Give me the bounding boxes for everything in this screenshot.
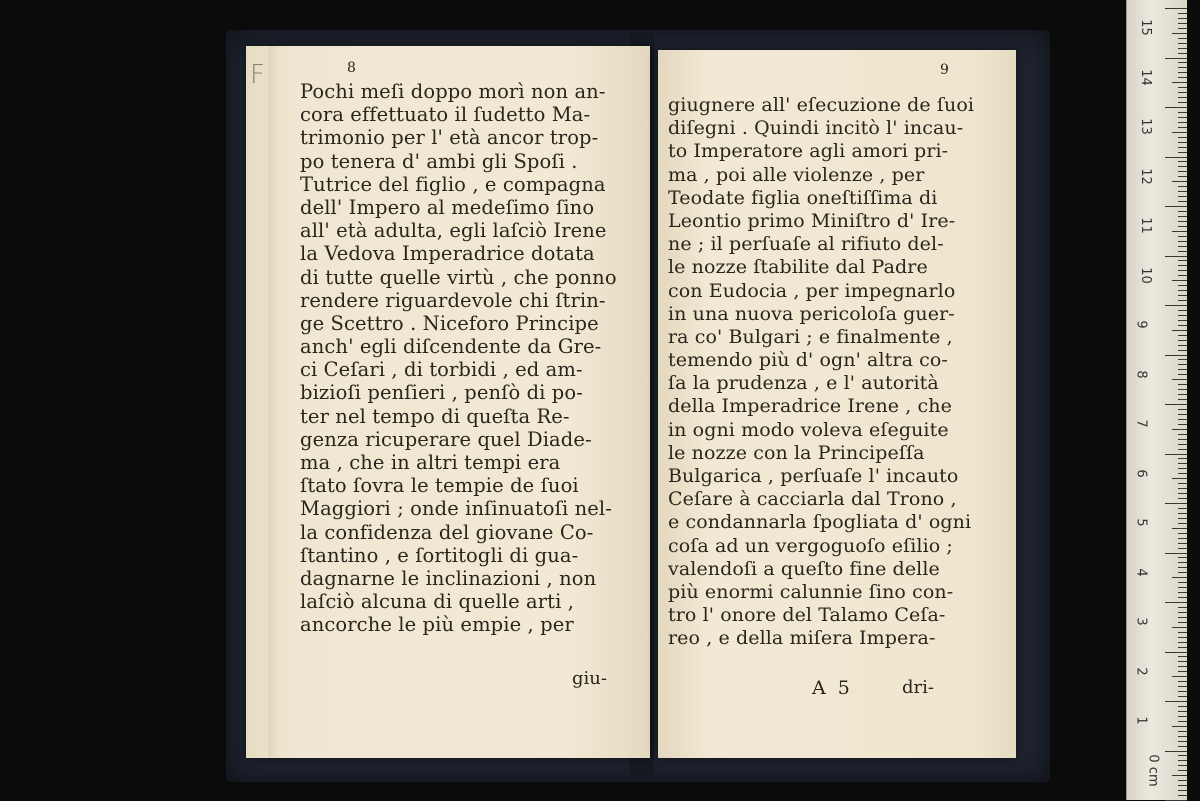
ruler-tick: [1178, 746, 1187, 747]
ruler-tick: [1178, 399, 1187, 400]
ruler-tick: [1178, 736, 1187, 737]
ruler-tick: [1178, 241, 1187, 242]
ruler-tick: [1178, 260, 1187, 261]
ruler-tick: [1178, 345, 1187, 346]
ruler-tick: [1178, 696, 1187, 697]
ruler-tick: [1178, 161, 1187, 162]
ruler-tick: [1178, 310, 1187, 311]
ruler-tick: [1178, 567, 1187, 568]
ruler-tick: [1178, 315, 1187, 316]
text-line: valendoſi a queſto fine delle: [668, 557, 940, 580]
text-line: ſa la prudenza , e l' autorità: [668, 372, 939, 395]
ruler-tick: [1178, 617, 1187, 618]
ruler-tick: [1178, 97, 1187, 98]
ruler-tick: [1178, 374, 1187, 375]
ruler-tick: [1178, 72, 1187, 73]
ruler-tick: [1178, 409, 1187, 410]
ruler-tick: [1178, 785, 1187, 786]
right-page-text: [668, 94, 974, 651]
text-line: di tutte quelle virtù , che ponno: [300, 265, 617, 289]
ruler-tick: [1172, 627, 1187, 628]
ruler-tick: [1178, 488, 1187, 489]
ruler-tick: [1178, 721, 1187, 722]
ruler-tick: [1178, 755, 1187, 756]
text-line: dell' Impero al medeſimo ſino: [300, 195, 595, 219]
ruler-tick: [1178, 226, 1187, 227]
text-line: Maggiori ; onde inſinuatoſi nel-: [300, 497, 612, 521]
ruler-tick: [1178, 384, 1187, 385]
ruler-tick: [1178, 142, 1187, 143]
ruler-tick: [1178, 716, 1187, 717]
ruler-tick: [1178, 23, 1187, 24]
text-line: diſegni . Quindi incitò l' incau-: [668, 117, 964, 140]
text-line: le nozze con la Principeſſa: [668, 441, 925, 464]
ruler-tick: [1178, 295, 1187, 296]
ruler-label: 14: [1137, 68, 1153, 86]
ruler-tick: [1178, 671, 1187, 672]
ruler-label: 6: [1133, 468, 1149, 478]
ruler-tick: [1172, 280, 1187, 281]
ruler-tick: [1178, 48, 1187, 49]
ruler-tick: [1178, 211, 1187, 212]
text-line: Leontio primo Miniſtro d' Ire-: [668, 209, 956, 232]
ruler-tick: [1178, 572, 1187, 573]
ruler-tick: [1178, 13, 1187, 14]
text-line: Teodate figlia oneſtiſſima di: [668, 186, 938, 209]
text-line: genza ricuperare quel Diade-: [300, 427, 592, 451]
ruler-tick: [1178, 508, 1187, 509]
ruler-tick: [1172, 676, 1187, 677]
text-line: reo , e della miſera Impera-: [668, 627, 936, 650]
ruler-tick: [1178, 582, 1187, 583]
ruler-tick: [1178, 176, 1187, 177]
text-line: in ogni modo voleva eſeguite: [668, 418, 949, 441]
text-line: anch' egli diſcendente da Gre-: [300, 335, 602, 359]
text-line: ſtantino , e ſortitogli di gua-: [300, 543, 579, 567]
left-page-text: [300, 80, 617, 637]
text-line: Tutrice del figlio , e compagna: [300, 172, 606, 196]
ruler-tick: [1178, 18, 1187, 19]
ruler-tick: [1178, 612, 1187, 613]
ruler-tick: [1178, 562, 1187, 563]
text-line: trimonio per l' età ancor trop-: [300, 126, 599, 150]
ruler-label: 2: [1133, 666, 1149, 676]
ruler-tick: [1178, 458, 1187, 459]
ruler-tick: [1178, 419, 1187, 420]
ruler-tick: [1178, 795, 1187, 796]
text-line: ne ; il perſuaſe al rifiuto del-: [668, 233, 944, 256]
ruler-tick: [1178, 166, 1187, 167]
ruler-tick: [1178, 780, 1187, 781]
ruler-tick: [1178, 731, 1187, 732]
ruler-tick: [1172, 528, 1187, 529]
text-line: in una nuova pericoloſa guer-: [668, 302, 955, 325]
ruler-tick: [1178, 191, 1187, 192]
ruler-tick: [1165, 8, 1187, 9]
ruler-tick: [1178, 557, 1187, 558]
ruler-tick: [1178, 765, 1187, 766]
ruler-tick: [1165, 751, 1187, 752]
ruler-tick: [1178, 414, 1187, 415]
ruler-tick: [1178, 463, 1187, 464]
ruler-tick: [1165, 553, 1187, 554]
ruler-label: 12: [1137, 167, 1153, 185]
text-line: ra co' Bulgari ; e finalmente ,: [668, 325, 953, 348]
ruler-tick: [1178, 642, 1187, 643]
ruler-tick: [1178, 350, 1187, 351]
ruler-tick: [1178, 53, 1187, 54]
ruler-tick: [1172, 775, 1187, 776]
ruler-tick: [1165, 58, 1187, 59]
ruler-label: 10: [1137, 266, 1153, 284]
ruler-tick: [1178, 523, 1187, 524]
ruler-tick: [1165, 602, 1187, 603]
ruler-tick: [1165, 107, 1187, 108]
ruler-tick: [1178, 597, 1187, 598]
ruler-tick: [1178, 364, 1187, 365]
ruler-tick: [1172, 726, 1187, 727]
ruler-label: 8: [1133, 369, 1149, 379]
ruler-tick: [1178, 592, 1187, 593]
ruler-tick: [1178, 706, 1187, 707]
pencil-margin-mark: F: [250, 60, 265, 90]
text-line: ci Ceſari , di torbidi , ed am-: [300, 358, 583, 382]
ruler-tick: [1178, 43, 1187, 44]
ruler-tick: [1178, 28, 1187, 29]
ruler-tick: [1178, 760, 1187, 761]
ruler-label: 15: [1137, 19, 1153, 36]
text-line: laſciò alcuna di quelle arti ,: [300, 590, 575, 614]
ruler-tick: [1178, 320, 1187, 321]
ruler-tick: [1178, 137, 1187, 138]
ruler-tick: [1165, 305, 1187, 306]
ruler-tick: [1165, 652, 1187, 653]
right-page-number: 9: [940, 62, 949, 78]
ruler-tick: [1178, 681, 1187, 682]
ruler-tick: [1178, 686, 1187, 687]
ruler-tick: [1165, 503, 1187, 504]
ruler-tick: [1178, 236, 1187, 237]
text-line: ſtato ſovra le tempie de ſuoi: [300, 474, 579, 498]
ruler-tick: [1178, 498, 1187, 499]
text-line: ancorche le più empie , per: [300, 613, 574, 637]
ruler-tick: [1178, 290, 1187, 291]
ruler-tick: [1172, 181, 1187, 182]
ruler-tick: [1178, 468, 1187, 469]
ruler-tick: [1178, 216, 1187, 217]
text-line: po tenera d' ambi gli Spoſi .: [300, 149, 578, 173]
ruler-tick: [1178, 533, 1187, 534]
right-catchword: dri-: [902, 677, 934, 698]
text-line: rendere riguardevole chi ſtrin-: [300, 288, 606, 312]
ruler-tick: [1178, 102, 1187, 103]
ruler-label: 3: [1133, 617, 1149, 626]
ruler-tick: [1172, 330, 1187, 331]
ruler-tick: [1178, 186, 1187, 187]
ruler-tick: [1178, 518, 1187, 519]
ruler-tick: [1172, 132, 1187, 133]
ruler-tick: [1178, 285, 1187, 286]
ruler-tick: [1178, 196, 1187, 197]
ruler-tick: [1178, 122, 1187, 123]
ruler-tick: [1178, 449, 1187, 450]
ruler-tick: [1178, 201, 1187, 202]
text-line: all' età adulta, egli laſciò Irene: [300, 219, 607, 243]
ruler-tick: [1178, 483, 1187, 484]
signature-mark: A 5: [812, 677, 853, 699]
ruler-tick: [1178, 632, 1187, 633]
ruler-tick: [1178, 538, 1187, 539]
ruler-tick: [1172, 478, 1187, 479]
ruler-tick: [1178, 661, 1187, 662]
ruler-label: 1: [1133, 716, 1149, 725]
text-line: to Imperatore agli amori pri-: [668, 140, 949, 163]
ruler-tick: [1178, 439, 1187, 440]
ruler-tick: [1178, 246, 1187, 247]
ruler-tick: [1172, 82, 1187, 83]
ruler-tick: [1172, 33, 1187, 34]
ruler-tick: [1178, 117, 1187, 118]
text-line: ge Scettro . Niceforo Principe: [300, 311, 599, 335]
ruler-tick: [1178, 711, 1187, 712]
ruler-tick: [1178, 607, 1187, 608]
ruler-tick: [1178, 127, 1187, 128]
ruler-label: 4: [1133, 567, 1149, 577]
ruler-tick: [1165, 355, 1187, 356]
text-line: Pochi meſi doppo morì non an-: [300, 80, 606, 103]
ruler-tick: [1178, 147, 1187, 148]
text-line: la confidenza del giovane Co-: [300, 520, 594, 544]
ruler-tick: [1178, 359, 1187, 360]
text-line: ter nel tempo di queſta Re-: [300, 404, 570, 428]
ruler-tick: [1178, 340, 1187, 341]
ruler-tick: [1165, 454, 1187, 455]
text-line: le nozze ſtabilite dal Padre: [668, 256, 928, 279]
ruler-tick: [1178, 666, 1187, 667]
ruler-tick: [1165, 701, 1187, 702]
ruler-tick: [1178, 77, 1187, 78]
ruler-tick: [1178, 270, 1187, 271]
ruler-tick: [1165, 157, 1187, 158]
ruler-label: 5: [1133, 518, 1149, 527]
ruler-label: 13: [1137, 118, 1153, 135]
left-catchword: giu-: [572, 668, 607, 689]
text-line: giugnere all' eſecuzione de ſuoi: [668, 94, 975, 116]
text-line: cora effettuato il ſudetto Ma-: [300, 103, 591, 127]
ruler-tick: [1178, 394, 1187, 395]
ruler-tick: [1178, 112, 1187, 113]
ruler-tick: [1178, 424, 1187, 425]
ruler-tick: [1178, 275, 1187, 276]
ruler-tick: [1165, 256, 1187, 257]
ruler-tick: [1178, 647, 1187, 648]
ruler-tick: [1178, 790, 1187, 791]
text-line: dagnarne le inclinazioni , non: [300, 566, 597, 590]
text-line: ma , che in altri tempi era: [300, 451, 561, 474]
text-line: la Vedova Imperadrice dotata: [300, 242, 595, 266]
ruler-tick: [1178, 265, 1187, 266]
measurement-ruler: [1126, 0, 1187, 800]
ruler-tick: [1178, 92, 1187, 93]
ruler-tick: [1178, 691, 1187, 692]
ruler-tick: [1178, 493, 1187, 494]
ruler-label: 11: [1137, 217, 1153, 234]
ruler-tick: [1165, 206, 1187, 207]
ruler-tick: [1178, 543, 1187, 544]
text-line: ma , poi alle violenze , per: [668, 163, 925, 186]
ruler-tick: [1178, 444, 1187, 445]
text-line: e condannarla ſpogliata d' ogni: [668, 511, 972, 534]
ruler-tick: [1172, 379, 1187, 380]
ruler-tick: [1178, 221, 1187, 222]
ruler-label: 9: [1133, 320, 1149, 329]
ruler-tick: [1178, 62, 1187, 63]
ruler-label: 7: [1133, 419, 1149, 428]
ruler-tick: [1178, 656, 1187, 657]
ruler-tick: [1178, 67, 1187, 68]
ruler-tick: [1178, 300, 1187, 301]
text-line: tro l' onore del Talamo Ceſa-: [668, 604, 946, 627]
ruler-tick: [1178, 513, 1187, 514]
ruler-tick: [1178, 434, 1187, 435]
ruler-tick: [1165, 404, 1187, 405]
ruler-tick: [1178, 389, 1187, 390]
ruler-tick: [1178, 548, 1187, 549]
ruler-tick: [1178, 38, 1187, 39]
text-line: Ceſare à cacciarla dal Trono ,: [668, 488, 957, 511]
text-line: più enormi calunnie ſino con-: [668, 580, 954, 603]
text-line: temendo più d' ogn' altra co-: [668, 349, 948, 372]
ruler-tick: [1178, 251, 1187, 252]
ruler-tick: [1172, 577, 1187, 578]
ruler-tick: [1178, 741, 1187, 742]
text-line: coſa ad un vergoguoſo eſilio ;: [668, 534, 953, 557]
ruler-tick: [1178, 587, 1187, 588]
ruler-tick: [1178, 335, 1187, 336]
text-line: Bulgarica , perſuaſe l' incauto: [668, 465, 959, 487]
text-line: della Imperadrice Irene , che: [668, 395, 952, 418]
text-line: con Eudocia , per impegnarlo: [668, 279, 956, 302]
text-line: bizioſi penſieri , penſò di po-: [300, 381, 583, 405]
ruler-tick: [1178, 770, 1187, 771]
ruler-tick: [1178, 369, 1187, 370]
ruler-tick: [1172, 429, 1187, 430]
ruler-tick: [1178, 152, 1187, 153]
ruler-tick: [1172, 231, 1187, 232]
ruler-tick: [1178, 473, 1187, 474]
ruler-tick: [1178, 171, 1187, 172]
ruler-tick: [1178, 637, 1187, 638]
ruler-tick: [1178, 622, 1187, 623]
ruler-tick: [1178, 325, 1187, 326]
ruler-label: 0 cm: [1145, 753, 1161, 787]
left-page-number: 8: [347, 60, 356, 76]
ruler-tick: [1178, 87, 1187, 88]
